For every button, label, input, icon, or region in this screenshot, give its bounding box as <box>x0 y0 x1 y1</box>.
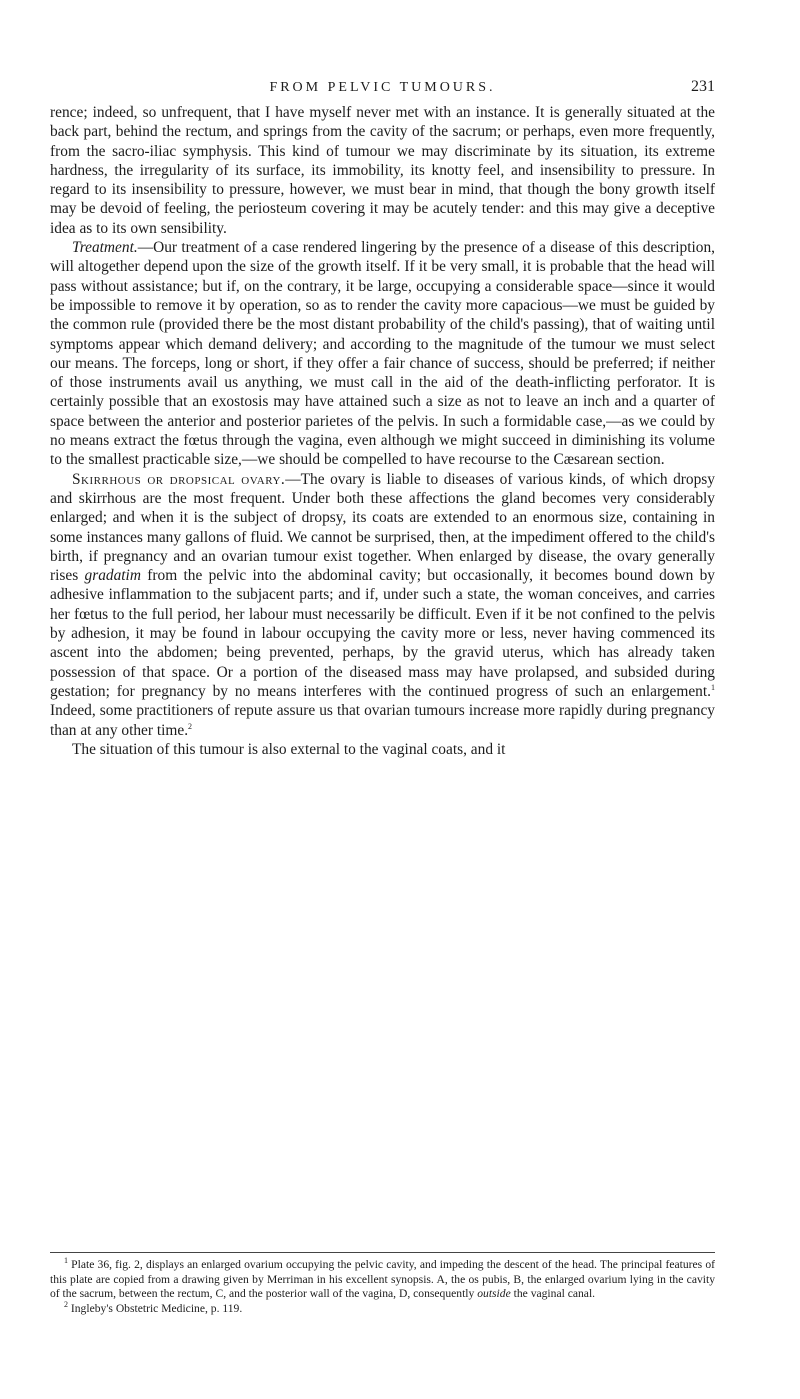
footnote-italic: outside <box>477 1287 511 1301</box>
paragraph-ovary <box>50 470 715 740</box>
footnote-text: Ingleby's Obstetric Medicine, p. 119. <box>68 1301 243 1315</box>
book-page <box>50 0 715 1399</box>
paragraph-text: Indeed, some practitioners of repute assure us that ovarian tumours increase more rapidly during pregnancy than at any other time. <box>50 702 715 739</box>
footnote-divider <box>50 1252 715 1253</box>
page-number: 231 <box>691 78 715 95</box>
paragraph-text: —Our treatment of a case rendered lingering by the presence of a disease of this description, will altogether depend upon the size of the growth itself. If it be very small, it is probable that the head will pass without assistance; but if, on the contrary, it be large, occupying a considerable space—since it would be impossible to remove it by operation, so as to render the cavity more capacious—we must be guided by the common rule (provided there be the most distant probability of the child's passing), that of waiting until symptoms appear which demand delivery; and according to the magnitude of the tumour we must select our means. The forceps, long or short, if they offer a fair chance of success, should be preferred; if neither of those instruments avail us anything, we must call in the aid of the death-inflicting perforator. It is certainly possible that an exostosis may have attained such a size as not to leave an inch and a quarter of space between the anterior and posterior parietes of the pelvis. In such a formidable case,—as we could by no means extract the fœtus through the vagina, even although we might succeed in diminishing its volume to the smallest practicable size,—we should be compelled to have recourse to the Cæsarean section. <box>50 239 715 469</box>
running-head <box>50 0 715 100</box>
footnote-marker-1: 1 <box>64 1256 68 1266</box>
paragraph-exostosis-diagnosis <box>50 103 715 238</box>
paragraph-situation <box>50 740 715 759</box>
footnote-1 <box>50 1258 715 1302</box>
paragraph-text: —The ovary is liable to diseases of various kinds, of which dropsy and skirrhous are the most frequent. Under both these affections the gland becomes very considerably enlarged; and when it is the subject of dropsy, its coats are extended to an enormous size, containing in some instances many gallons of fluid. We cannot be surprised, then, at the impediment offered to the child's birth, if pregnancy and an ovarian tumour exist together. When enlarged by disease, the ovary generally rises <box>50 470 715 585</box>
body-text <box>50 103 715 759</box>
ovary-heading: Skirrhous or dropsical ovary. <box>72 470 286 488</box>
paragraph-text: from the pelvic into the abdominal cavity; but occasionally, it becomes bound down by adhesive inflammation to the subjacent parts; and if, under such a state, the woman conceives, and carries her fœtus to the full period, her labour must necessarily be difficult. Even if it be not confined to the pelvis by adhesion, it may be found in labour occupying the cavity more or less, never having commenced its ascent into the abdomen; being prevented, perhaps, by the gravid uterus, which has already taken possession of that space. Or a portion of the diseased mass may have prolapsed, and subsided during gestation; for pregnancy by no means interferes with the continued progress of such an enlargement. <box>50 567 715 700</box>
treatment-heading: Treatment. <box>72 239 138 257</box>
footnotes <box>50 1258 715 1316</box>
paragraph-text: The situation of this tumour is also external to the vaginal coats, and it <box>72 740 506 758</box>
running-title: FROM PELVIC TUMOURS. <box>269 80 496 95</box>
footnote-text: Plate 36, fig. 2, displays an enlarged ovarium occupying the pelvic cavity, and impeding the descent of the head. The principal features of this plate are copied from a drawing given by Merriman in his excellent synopsis. A, the os pubis, B, the enlarged ovarium lying in the cavity of the sacrum, between the rectum, C, and the posterior wall of the vagina, D, consequently <box>50 1258 715 1301</box>
footnote-ref-1: 1 <box>711 682 715 692</box>
paragraph-text: rence; indeed, so unfrequent, that I have myself never met with an instance. It is generally situated at the back part, behind the rectum, and springs from the cavity of the sacrum; or perhaps, even more frequently, from the sacro-iliac symphysis. This kind of tumour we may discriminate by its situation, its extreme hardness, the irregularity of its surface, its immobility, its knotty feel, and insensibility to pressure. In regard to its insensibility to pressure, however, we must bear in mind, that though the bony growth itself may be devoid of feeling, the periosteum covering it may be acutely tender: and this may give a deceptive idea as to its own sensibility. <box>50 104 715 237</box>
footnote-2 <box>50 1299 715 1317</box>
footnote-text: the vaginal canal. <box>510 1287 596 1301</box>
footnote-marker-2: 2 <box>64 1299 68 1309</box>
latin-term: gradatim <box>84 567 141 585</box>
footnote-ref-2: 2 <box>188 721 193 731</box>
paragraph-treatment <box>50 238 715 470</box>
